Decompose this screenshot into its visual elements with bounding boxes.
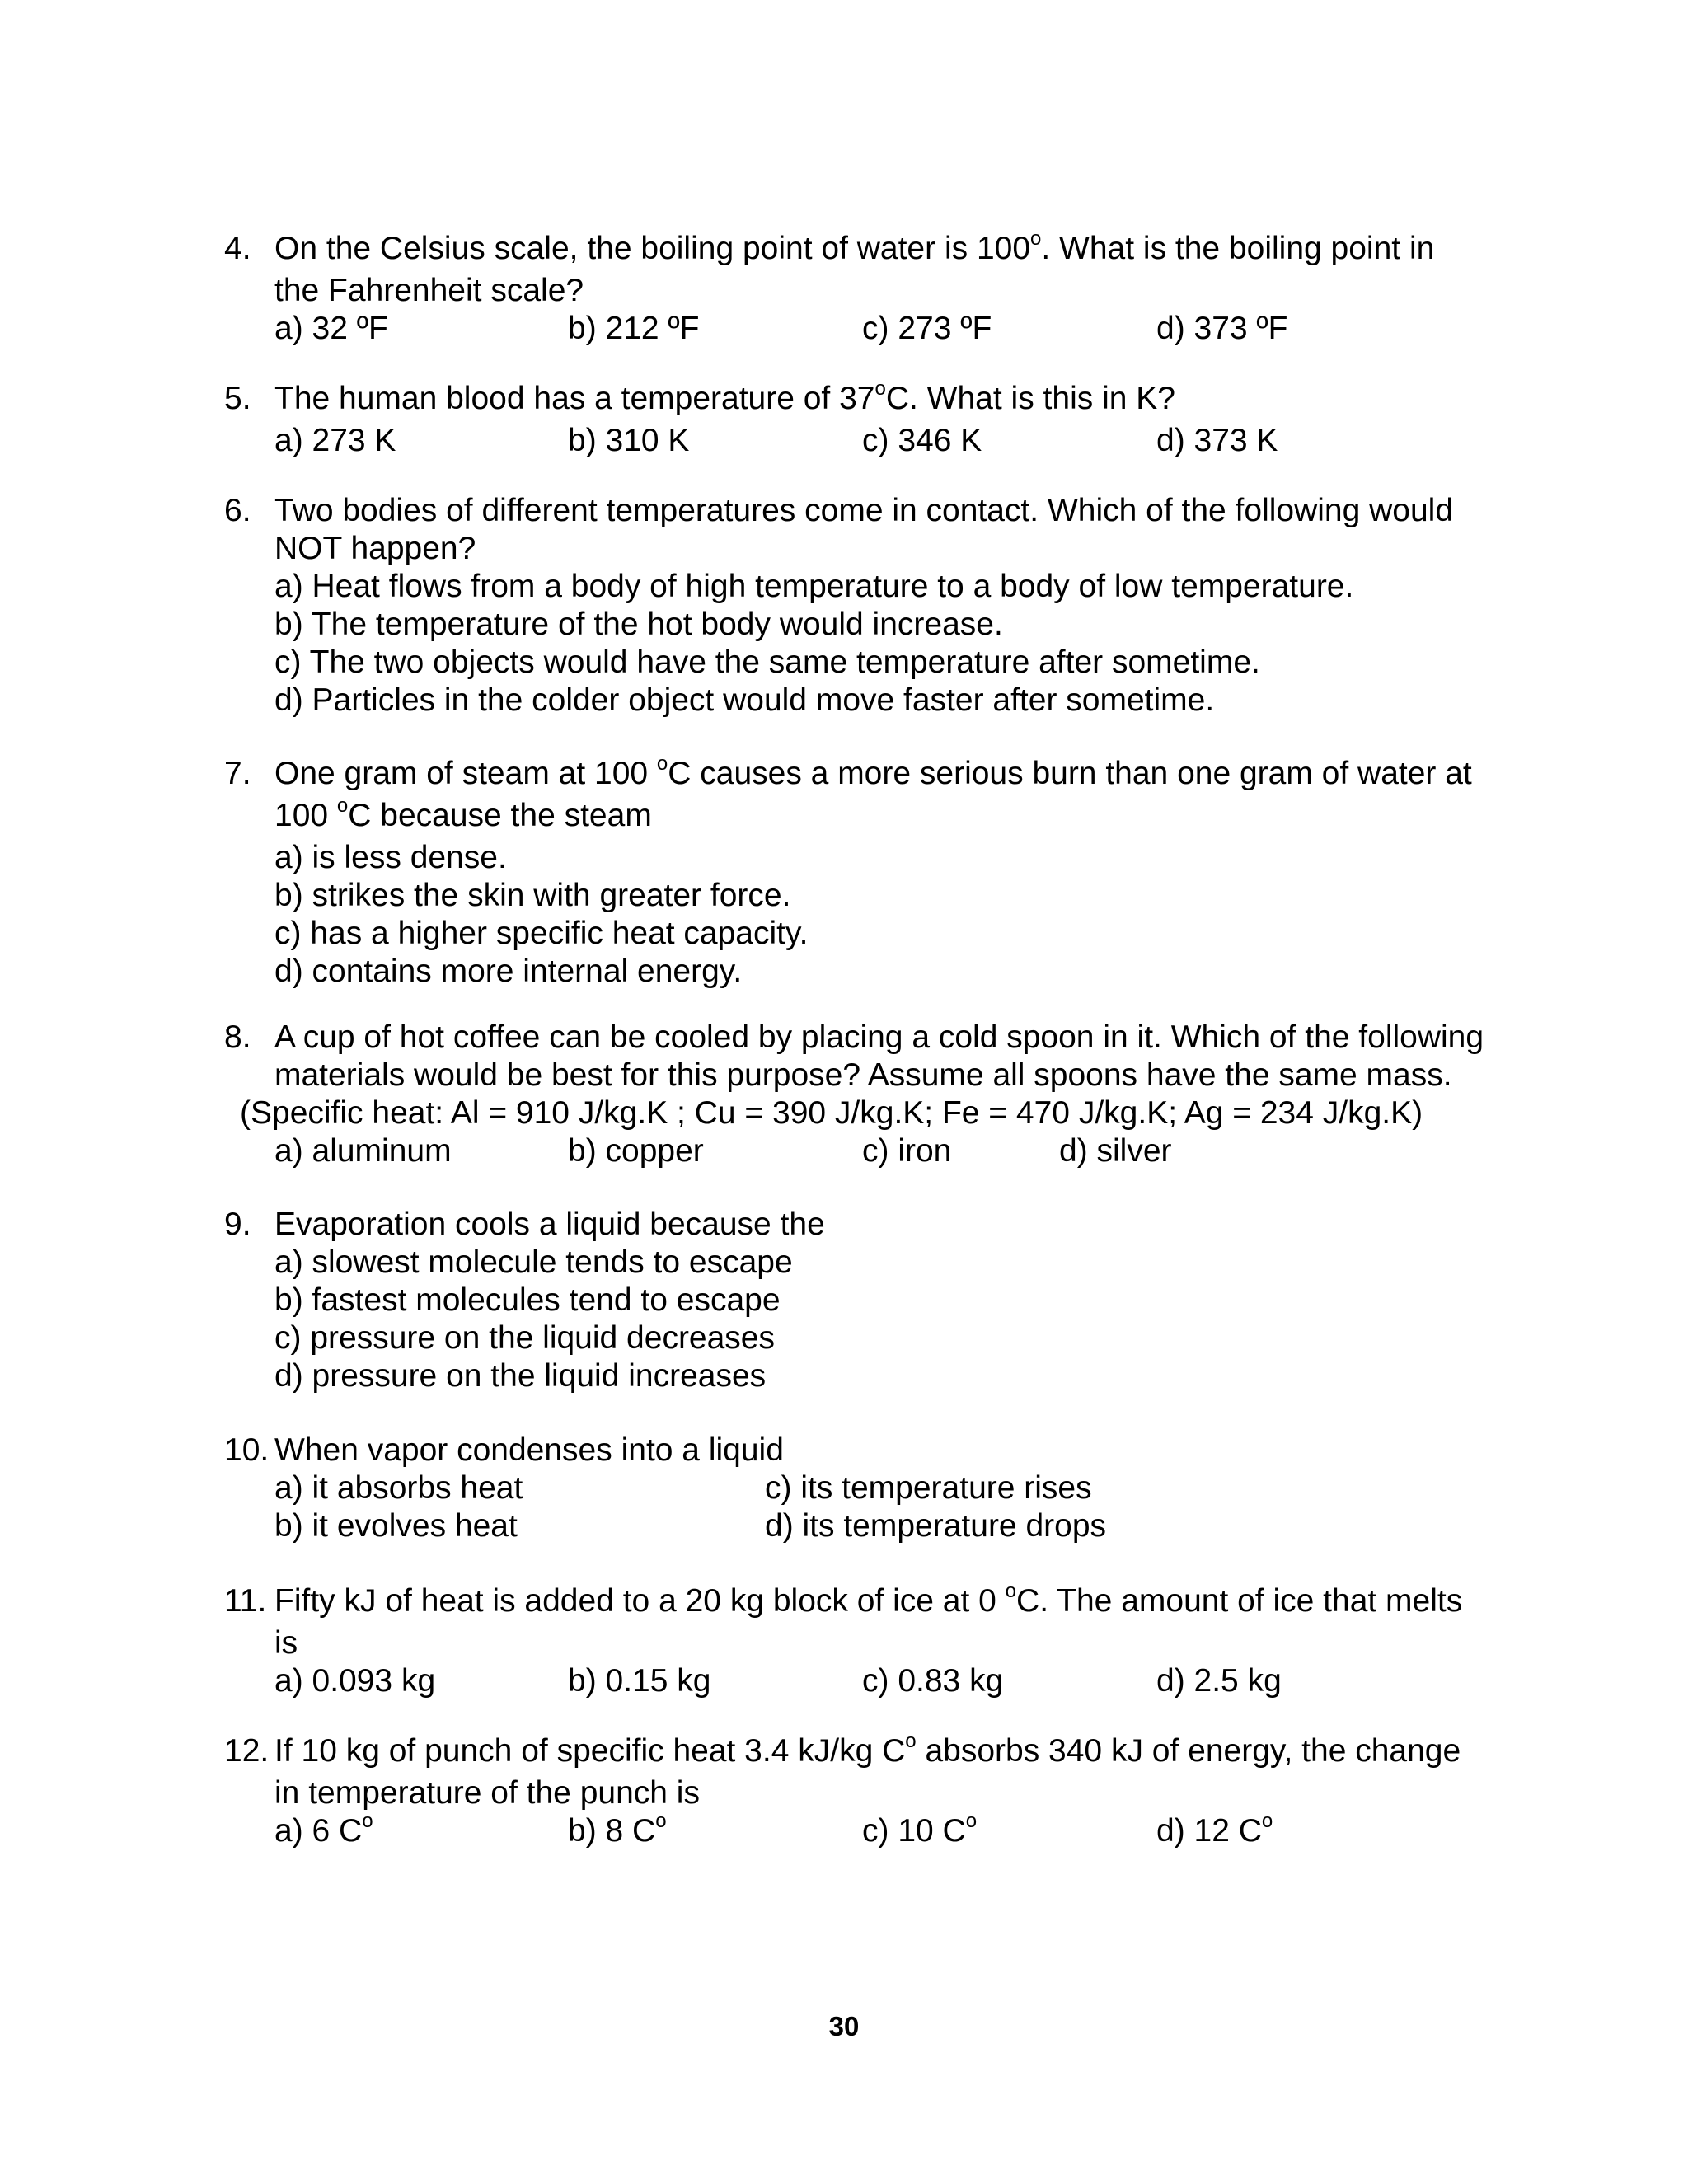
option-b: b) strikes the skin with greater force. bbox=[274, 878, 791, 913]
option-d: d) contains more internal energy. bbox=[274, 954, 743, 989]
question-number: 9. bbox=[224, 1207, 251, 1242]
question-text-line2: 100 bbox=[274, 798, 337, 833]
degree-superscript: o bbox=[965, 1810, 978, 1832]
option-b: b) copper bbox=[568, 1133, 704, 1169]
option-b: b) 0.15 kg bbox=[568, 1663, 711, 1699]
option-c bbox=[862, 1812, 977, 1854]
question-12 bbox=[224, 1732, 1526, 1850]
question-7 bbox=[224, 752, 1526, 991]
question-text: If 10 kg of punch of specific heat 3.4 kJ/kg C bbox=[274, 1733, 906, 1769]
option-d-text: d) 12 C bbox=[1156, 1813, 1262, 1849]
option-c: c) 0.83 kg bbox=[862, 1663, 1004, 1699]
options-row-2 bbox=[224, 1507, 1526, 1545]
options-row bbox=[224, 1812, 1526, 1850]
question-text: Two bodies of different temperatures come in contact. Which of the following would bbox=[274, 493, 1454, 528]
question-number: 5. bbox=[224, 381, 251, 416]
question-text: A cup of hot coffee can be cooled by placing a cold spoon in it. Which of the following bbox=[274, 1019, 1484, 1055]
question-5 bbox=[224, 377, 1526, 460]
degree-superscript: o bbox=[1005, 1580, 1017, 1602]
option-b: b) fastest molecules tend to escape bbox=[274, 1282, 781, 1318]
option-a: a) 0.093 kg bbox=[274, 1663, 436, 1699]
option-a: a) 273 K bbox=[274, 423, 396, 458]
question-number: 11. bbox=[224, 1583, 267, 1619]
option-c: c) The two objects would have the same temperature after sometime. bbox=[274, 644, 1260, 680]
option-d: d) silver bbox=[1059, 1133, 1172, 1169]
option-c: c) 346 K bbox=[862, 423, 982, 458]
question-text-line2: materials would be best for this purpose? Assume all spoons have the same mass. bbox=[274, 1057, 1452, 1093]
question-text: The human blood has a temperature of 37 bbox=[274, 381, 875, 416]
question-text-cont: . What is the boiling point in bbox=[1041, 231, 1435, 266]
page-number: 30 bbox=[828, 2011, 860, 2041]
question-11 bbox=[224, 1582, 1526, 1700]
question-text-line2: in temperature of the punch is bbox=[274, 1775, 700, 1811]
question-text: When vapor condenses into a liquid bbox=[274, 1432, 784, 1468]
option-d: d) 373 K bbox=[1156, 423, 1278, 458]
option-a-text: a) 6 C bbox=[274, 1813, 363, 1849]
option-b bbox=[568, 1812, 667, 1854]
degree-superscript: o bbox=[655, 1810, 667, 1832]
question-number: 8. bbox=[224, 1019, 251, 1055]
option-a: a) aluminum bbox=[274, 1133, 452, 1169]
option-c: c) pressure on the liquid decreases bbox=[274, 1320, 775, 1356]
option-d: d) pressure on the liquid increases bbox=[274, 1358, 767, 1394]
option-d: d) 373 ºF bbox=[1156, 311, 1288, 346]
option-d: d) its temperature drops bbox=[765, 1508, 1107, 1544]
question-text-line2-cont: C because the steam bbox=[348, 798, 652, 833]
option-c: c) 273 ºF bbox=[862, 311, 992, 346]
option-c: c) its temperature rises bbox=[765, 1470, 1092, 1506]
question-number: 10. bbox=[224, 1432, 270, 1468]
option-d bbox=[1156, 1812, 1273, 1854]
question-4 bbox=[224, 227, 1526, 348]
degree-superscript: o bbox=[1261, 1810, 1273, 1832]
option-a: a) is less dense. bbox=[274, 840, 507, 875]
option-c-text: c) 10 C bbox=[862, 1813, 966, 1849]
option-c: c) iron bbox=[862, 1133, 952, 1169]
question-text-cont: C causes a more serious burn than one gram of water at bbox=[668, 756, 1472, 791]
option-d: d) Particles in the colder object would move faster after sometime. bbox=[274, 682, 1215, 718]
option-b: b) 310 K bbox=[568, 423, 690, 458]
options-row-1 bbox=[224, 1469, 1526, 1507]
question-text: Fifty kJ of heat is added to a 20 kg block of ice at 0 bbox=[274, 1583, 1006, 1619]
question-text-cont: C. The amount of ice that melts bbox=[1016, 1583, 1463, 1619]
question-9 bbox=[224, 1206, 1526, 1395]
question-number: 12. bbox=[224, 1733, 270, 1769]
question-8 bbox=[224, 1019, 1526, 1170]
question-6 bbox=[224, 492, 1526, 719]
options-row bbox=[224, 310, 1526, 348]
degree-superscript: o bbox=[905, 1730, 917, 1752]
question-text-line2: NOT happen? bbox=[274, 531, 476, 566]
degree-superscript: o bbox=[336, 794, 349, 817]
degree-superscript: o bbox=[362, 1810, 373, 1832]
option-c: c) has a higher specific heat capacity. bbox=[274, 916, 809, 951]
question-text-line2: the Fahrenheit scale? bbox=[274, 273, 584, 308]
options-row bbox=[224, 1662, 1526, 1700]
option-a: a) slowest molecule tends to escape bbox=[274, 1244, 793, 1280]
option-a: a) 32 ºF bbox=[274, 311, 388, 346]
option-b-text: b) 8 C bbox=[568, 1813, 656, 1849]
question-text-line2: is bbox=[274, 1625, 298, 1661]
question-text: One gram of steam at 100 bbox=[274, 756, 657, 791]
option-b: b) The temperature of the hot body would increase. bbox=[274, 607, 1003, 642]
degree-superscript: o bbox=[874, 377, 886, 400]
option-a bbox=[274, 1812, 373, 1854]
question-text: On the Celsius scale, the boiling point of water is 100 bbox=[274, 231, 1031, 266]
question-10 bbox=[224, 1432, 1526, 1545]
degree-superscript: o bbox=[656, 752, 668, 775]
question-text: Evaporation cools a liquid because the bbox=[274, 1207, 825, 1242]
option-b: b) 212 ºF bbox=[568, 311, 700, 346]
option-d: d) 2.5 kg bbox=[1156, 1663, 1282, 1699]
question-text-cont: C. What is this in K? bbox=[885, 381, 1175, 416]
specific-heat-note: (Specific heat: Al = 910 J/kg.K ; Cu = 390 J/kg.K; Fe = 470 J/kg.K; Ag = 234 J/kg.K) bbox=[240, 1095, 1423, 1131]
options-row bbox=[224, 422, 1526, 460]
question-text-cont: absorbs 340 kJ of energy, the change bbox=[916, 1733, 1461, 1769]
question-number: 4. bbox=[224, 231, 251, 266]
option-b: b) it evolves heat bbox=[274, 1508, 518, 1544]
options-row bbox=[224, 1132, 1526, 1170]
degree-superscript: o bbox=[1030, 227, 1042, 250]
question-number: 7. bbox=[224, 756, 251, 791]
question-number: 6. bbox=[224, 493, 251, 528]
option-a: a) it absorbs heat bbox=[274, 1470, 523, 1506]
option-a: a) Heat flows from a body of high temperature to a body of low temperature. bbox=[274, 569, 1354, 604]
